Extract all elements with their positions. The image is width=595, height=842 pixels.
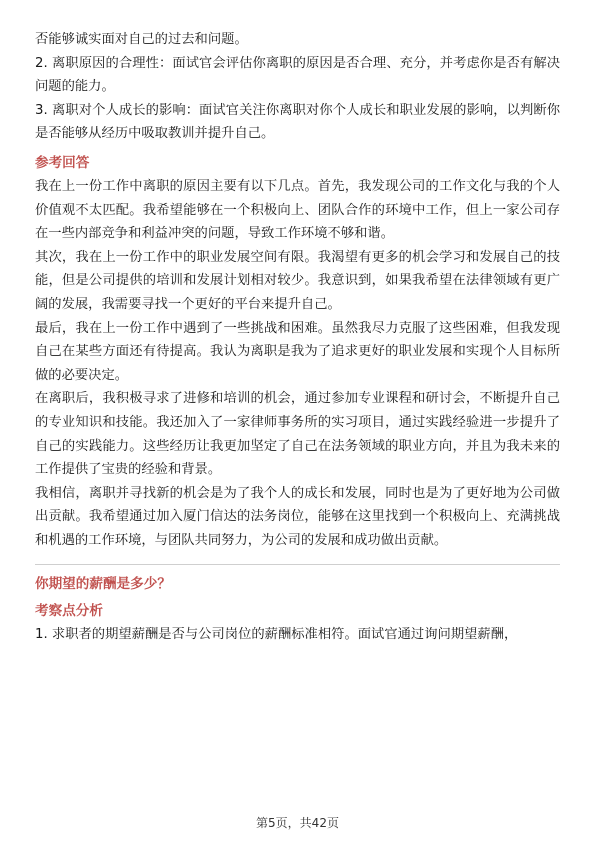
reference-answer-heading: 参考回答 bbox=[35, 154, 90, 171]
analysis-point-2: 2. 离职原因的合理性：面试官会评估你离职的原因是否合理、充分，并考虑你是否有解决问题的能力。 bbox=[35, 55, 560, 95]
answer-paragraph-5: 我相信，离职并寻找新的机会是为了我个人的成长和发展，同时也是为了更好地为公司做出贡献。我希望通过加入厦门信达的法务岗位，能够在这里找到一个积极向上、充满挑战和机遇的工作环境，与团队共同努力，为公司的发展和成功做出贡献。 bbox=[35, 485, 560, 548]
answer-paragraph-3: 最后，我在上一份工作中遇到了一些挑战和困难。虽然我尽力克服了这些困难，但我发现自己在某些方面还有待提高。我认为离职是我为了追求更好的职业发展和实现个人目标所做的必要决定。 bbox=[35, 320, 560, 383]
analysis-heading: 考察点分析 bbox=[35, 603, 103, 620]
intro-line-tail: 否能够诚实面对自己的过去和问题。 bbox=[35, 32, 248, 47]
page-number-footer: 第5页，共42页 bbox=[256, 816, 339, 830]
page-content bbox=[35, 28, 560, 647]
answer-paragraph-2: 其次，我在上一份工作中的职业发展空间有限。我渴望有更多的机会学习和发展自己的技能，但是公司提供的培训和发展计划相对较少。我意识到，如果我希望在法律领域有更广阔的发展，我需要寻找一个更好的平台来提升自己。 bbox=[35, 249, 560, 312]
answer-paragraph-1: 我在上一份工作中离职的原因主要有以下几点。首先，我发现公司的工作文化与我的个人价值观不太匹配。我希望能够在一个积极向上、团队合作的环境中工作，但上一家公司存在一些内部竞争和利益冲突的问题，导致工作环境不够和谐。 bbox=[35, 178, 560, 242]
answer-paragraph-4: 在离职后，我积极寻求了进修和培训的机会，通过参加专业课程和研讨会，不断提升自己的专业知识和技能。我还加入了一家律师事务所的实习项目，通过实践经验进一步提升了自己的实践能力。这些经历让我更加坚定了自己在法务领域的职业方向，并且为我未来的工作提供了宝贵的经验和背景。 bbox=[35, 391, 560, 478]
analysis-point-3: 3. 离职对个人成长的影响：面试官关注你离职对你个人成长和职业发展的影响，以判断你是否能够从经历中吸取教训并提升自己。 bbox=[35, 102, 560, 142]
salary-analysis-point-1: 1. 求职者的期望薪酬是否与公司岗位的薪酬标准相符。面试官通过询问期望薪酬， bbox=[35, 627, 518, 643]
section-divider bbox=[35, 564, 560, 565]
question-heading: 你期望的薪酬是多少？ bbox=[35, 576, 171, 593]
